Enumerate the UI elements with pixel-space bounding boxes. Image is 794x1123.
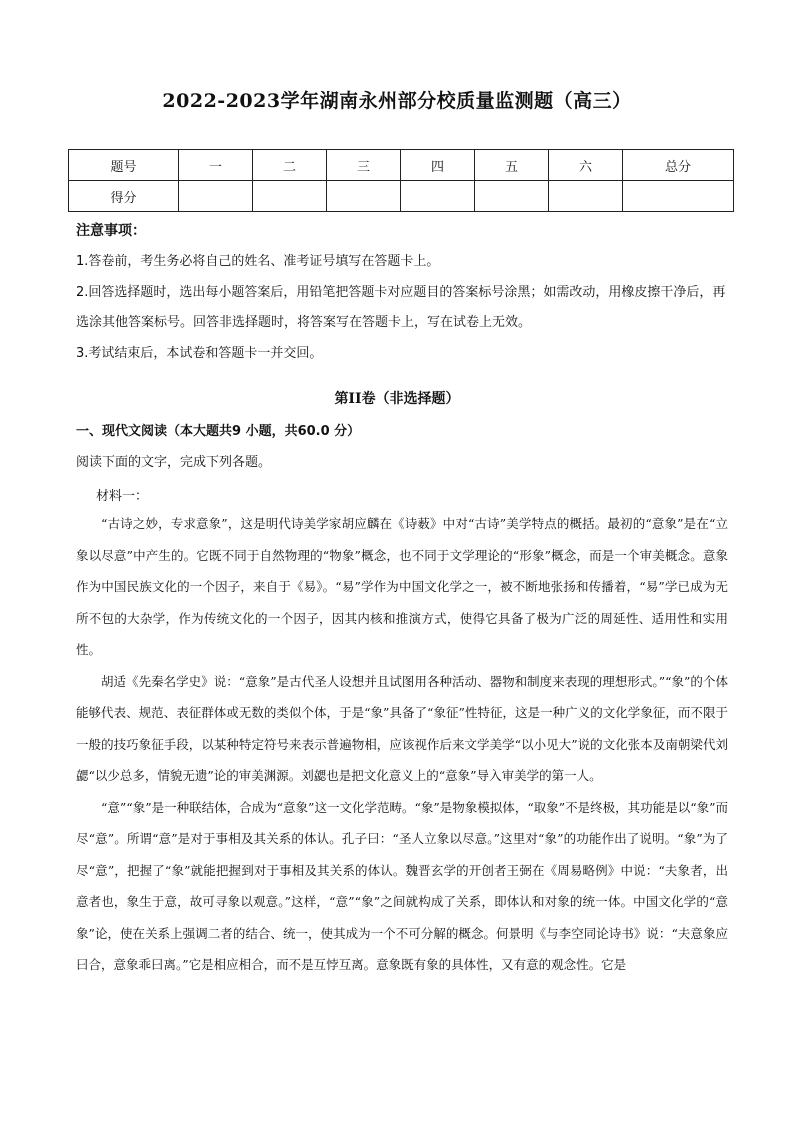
score-cell (179, 181, 253, 212)
column-header: 五 (475, 150, 549, 181)
total-score-cell (623, 181, 734, 212)
score-cell (401, 181, 475, 212)
score-cell (327, 181, 401, 212)
score-table-score-row (69, 181, 734, 212)
score-label: 得分 (69, 181, 179, 212)
reading-instruction: 阅读下面的文字，完成下列各题。 (76, 455, 272, 470)
score-table (68, 149, 734, 212)
note-item: 1.答卷前，考生务必将自己的姓名、准考证号填写在答题卡上。 (76, 254, 440, 269)
score-cell (549, 181, 623, 212)
question-heading: 一、现代文阅读（本大题共9 小题，共60.0 分） (76, 424, 361, 439)
column-header: 一 (179, 150, 253, 181)
note-item: 2.回答选择题时，选出每小题答案后，用铅笔把答题卡对应题目的答案标号涂黑；如需改动，用橡皮擦干净后，再选涂其他答案标号。回答非选择题时，将答案写在答题卡上，写在试卷上无效。 (76, 285, 726, 330)
notes-heading: 注意事项： (76, 223, 146, 239)
column-header: 三 (327, 150, 401, 181)
passage-paragraph: 胡适《先秦名学史》说：“意象”是古代圣人设想并且试图用各种活动、器物和制度来表现的理想形式。”“象”的个体能够代表、规范、表征群体或无数的类似个体，于是“象”具备了“象征”性特征，这是一种广义的文化学象征，而不限于一般的技巧象征手段，以某种特定符号来表示普遍物相，应该视作后来文学美学“以小见大”说的文化张本及南朝梁代刘勰“以少总多，情貌无遗”论的审美渊源。刘勰也是把文化意义上的“意象”导入审美学的第一人。 (76, 673, 728, 783)
passage-paragraph: “古诗之妙，专求意象”，这是明代诗美学家胡应麟在《诗薮》中对“古诗”美学特点的概括。最初的“意象”是在“立象以尽意”中产生的。它既不同于自然物理的“物象”概念，也不同于文学理论的“形象”概念，而是一个审美概念。意象作为中国民族文化的一个因子，来自于《易》。“易”学作为中国文化学之一，被不断地张扬和传播着，“易”学已成为无所不包的大杂学，作为传统文化的一个因子，因其内核和推演方式，使得它具备了极为广泛的周延性、适用性和实用性。 (76, 516, 728, 657)
passage-paragraph: “意”“象”是一种联结体，合成为“意象”这一文化学范畴。“象”是物象模拟体，“取象”不是终极，其功能是以“象”而尽“意”。所谓“意”是对于事相及其关系的体认。孔子曰：“圣人立象以尽意。”这里对“象”的功能作出了说明。“象”为了尽“意”，把握了“象”就能把握到对于事相及其关系的体认。魏晋玄学的开创者王弼在《周易略例》中说：“夫象者，出意者也，象生于意，故可寻象以观意。”这样，“意”“象”之间就构成了关系，即体认和对象的统一体。中国文化学的“意象”论，使在关系上强调二者的结合、统一，使其成为一个不可分解的概念。何景明《与李空同论诗书》说：“夫意象应曰合，意象乖曰离。”它是相应相合，而不是互悖互离。意象既有象的具体性，又有意的观念性。它是 (76, 799, 728, 972)
section-title: 第II卷（非选择题） (334, 391, 460, 407)
score-cell (475, 181, 549, 212)
score-table-header-row (69, 150, 734, 181)
column-header: 六 (549, 150, 623, 181)
material-label: 材料一： (96, 489, 149, 504)
reading-passage (76, 508, 728, 981)
note-item: 3.考试结束后，本试卷和答题卡一并交回。 (76, 346, 323, 361)
column-header: 四 (401, 150, 475, 181)
column-header: 二 (253, 150, 327, 181)
score-cell (253, 181, 327, 212)
total-score-label: 总分 (623, 150, 734, 181)
page-title: 2022-2023学年湖南永州部分校质量监测题（高三） (162, 90, 632, 112)
question-number-label: 题号 (69, 150, 179, 181)
